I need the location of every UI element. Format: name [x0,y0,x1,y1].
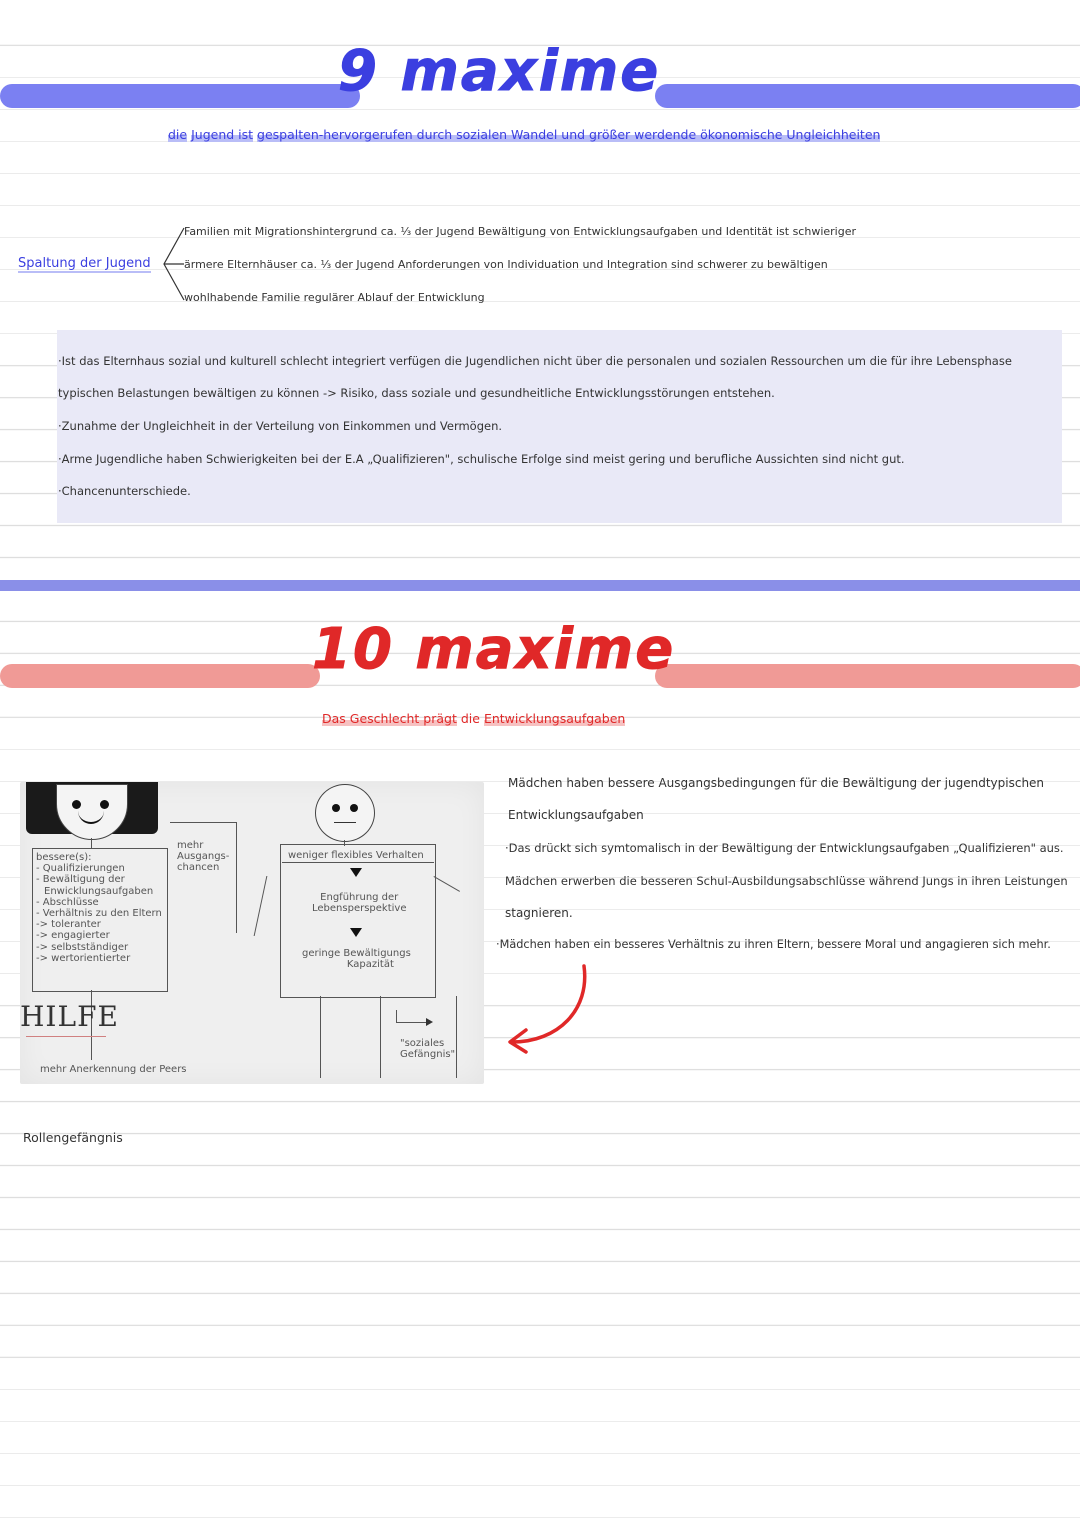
section-separator [0,580,1080,591]
branch-wealthy: wohlhabende Familie regulärer Ablauf der Entwicklung [184,291,485,304]
right-note: Mädchen erwerben die besseren Schul-Ausbildungsabschlüsse während Jungs in ihren Leistungen [505,874,1068,888]
boy-low-line: geringe Bewältigungs [302,948,411,959]
boy-low-text [302,948,411,970]
girl-neck [91,838,92,848]
prison-text [400,1038,455,1060]
mehr-chancen-text [177,840,229,874]
note-line: ·Zunahme der Ungleichheit in der Verteilung von Einkommen und Vermögen. [58,419,503,433]
boy-leg [380,996,381,1078]
boy-leg [320,996,321,1078]
arrow-down-icon [350,868,362,877]
prison-line: Gefängnis" [400,1049,456,1061]
boy-eye [332,804,340,812]
boy-mid-line: Lebensperspektive [312,903,407,915]
subtitle-part: Das Geschlecht prägt [322,711,457,726]
girl-eye [72,800,81,809]
chancen-line: Ausgangs- [177,851,230,863]
right-note: ·Das drückt sich symtomalisch in der Bewältigung der Entwicklungsaufgaben „Qualifizieren" aus. [505,841,1064,855]
arrow-right-head [426,1018,433,1026]
section9-subtitle [168,127,880,142]
girl-item: -> wertorientierter [36,952,131,964]
girl-item: bessere(s): [36,852,92,863]
note-line: ·Ist das Elternhaus sozial und kulturell schlecht integriert verfügen die Jugendlichen nicht über die personalen und sozialen Ressourchen um die für ihre Lebensphase [58,354,1012,368]
girl-item: -> toleranter [36,919,101,931]
note-line: typischen Belastungen bewältigen zu können -> Risiko, dass soziale und gesundheitliche Entwicklungsstörungen entstehen. [58,386,775,400]
subtitle-part: Jugend ist [191,127,254,142]
boy-top-text: weniger flexibles Verhalten [288,850,424,861]
girl-item: -> engagierter [36,930,110,942]
girl-item: - Abschlüsse [36,896,99,908]
section10-title: 10 maxime [312,617,676,682]
branch-poor: ärmere Elternhäuser ca. ⅓ der Jugend Anforderungen von Individuation und Integration sind schwerer zu bewältigen [184,258,828,271]
right-note: Entwicklungsaufgaben [508,808,644,822]
gender-diagram-photo [20,782,484,1084]
girl-item: Enwicklungsaufgaben [44,885,154,897]
footer-rollengefaengnis: Rollengefängnis [23,1130,123,1145]
hilfe-underline [26,1036,106,1037]
boy-low-line: Kapazität [346,959,394,971]
section10-subtitle [322,711,625,726]
peers-text: mehr Anerkennung der Peers [40,1064,187,1075]
subtitle-part: die [460,711,480,726]
boy-mouth [334,822,356,823]
prison-bracket [396,996,457,1078]
subtitle-part: gespalten-hervorgerufen durch sozialen Wandel und größer werdende ökonomische Ungleichheiten [257,127,881,142]
arrow-right-icon [396,1010,427,1023]
girl-eye [100,800,109,809]
right-note: ·Mädchen haben ein besseres Verhältnis zu ihren Eltern, bessere Moral und angagieren sich mehr. [496,938,1051,951]
chancen-line: mehr [177,840,204,851]
note-line: ·Chancenunterschiede. [58,484,191,498]
split-label: Spaltung der Jugend [18,256,151,271]
curved-arrow-icon [498,960,608,1060]
right-note: Mädchen haben bessere Ausgangsbedingungen für die Bewältigung der jugendtypischen [508,776,1045,790]
subtitle-part: die [168,127,188,142]
boy-eye [350,804,358,812]
girl-box-text [36,852,162,964]
chancen-bracket [170,822,237,933]
boy-face-icon [315,784,375,842]
branch-migration: Familien mit Migrationshintergrund ca. ⅓ der Jugend Bewältigung von Entwicklungsaufgaben und Identität ist schwieriger [184,225,856,238]
boy-mid-line: Engführung der [320,892,399,903]
girl-item: - Verhältnis zu den Eltern [36,907,162,919]
arrow-down-icon [350,928,362,937]
section9-bar-left [0,84,360,108]
note-line: ·Arme Jugendliche haben Schwierigkeiten bei der E.A „Qualifizieren", schulische Erfolge sind meist gering und berufliche Aussichten sind nicht gut. [58,452,905,466]
section9-bar-right [655,84,1080,108]
boy-top-divider [282,862,434,863]
section9-title: 9 maxime [338,39,661,104]
prison-line: "soziales [400,1038,445,1049]
chancen-line: chancen [177,862,220,874]
subtitle-part: Entwicklungsaufgaben [483,711,626,726]
girl-item: -> selbstständiger [36,941,129,953]
girl-item: - Qualifizierungen [36,863,125,875]
boy-mid-text [312,892,406,914]
section10-bar-right [655,664,1080,688]
hilfe-text: HILFE [20,1000,119,1033]
girl-item: - Bewältigung der [36,874,125,886]
right-note: stagnieren. [505,906,573,920]
section10-bar-left [0,664,320,688]
